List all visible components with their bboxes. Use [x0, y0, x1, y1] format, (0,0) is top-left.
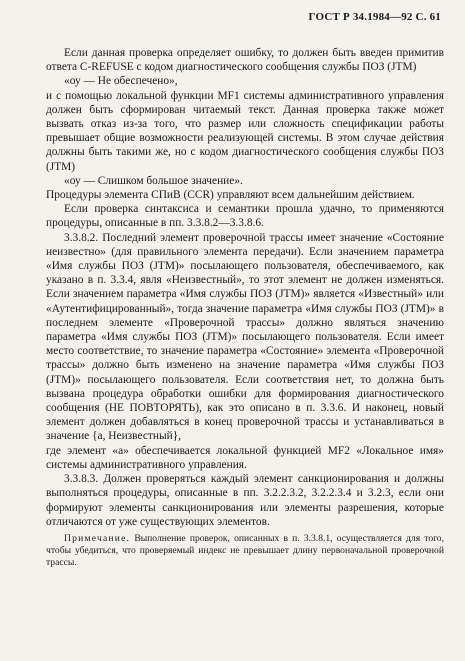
footnote: [46, 533, 444, 569]
diagnostic-not-provided: «оу — Не обеспечено»,: [64, 75, 178, 88]
footnote-label: Примечание.: [64, 532, 131, 544]
diagnostic-value-too-large: «оу — Слишком большое значение».: [64, 174, 243, 187]
paragraph-ccr-procedures: Процедуры элемента СПиВ (CCR) управляют всем дальнейшим действием.: [46, 189, 415, 202]
paragraph-syntax-check: Если проверка синтаксиса и семантики прошла удачно, то применяются процедуры, описанные в пп. 3.3.8.2—3.3.8.6.: [46, 203, 444, 230]
paragraph-3-3-8-2: 3.3.8.2. Последний элемент проверочной трассы имеет значение «Состояние неизвестно» (для правильного элемента передачи). Если значением параметра «Имя службы ПОЗ (JTM)» посылающего пользователя, обеспечиваемого, как указано в п. 3.3.4, явля «Неизвестный», то этот элемент не должен изменяться. Если значением параметра «Имя службы ПОЗ (JTM)» является «Известный» или «Аутентифицированный», тогда значение параметра «Имя службы ПОЗ (JTM)» в последнем элементе «Проверочной трассы» должно являться значению параметра «Имя службы ПОЗ (JTM)» посылающего пользователя. Если имеет место соответствие, то значение параметра «Состояние» элемента «Проверочной трассы» должно быть изменено на значение параметра «Имя службы ПОЗ (JTM)» посылающего пользователя. Если соответствия нет, то должна быть вызвана процедура обработки ошибки для формирования диагностического сообщения (НЕ ПОВТОРЯТЬ), как это описано в п. 3.3.6. И наконец, новый элемент должен добавляться в конец проверочной трассы и устанавливаться в значение {а, Неизвестный},: [46, 231, 444, 443]
paragraph-error-check: Если данная проверка определяет ошибку, то должен быть введен примитив ответа C-REFUSE с кодом диагностического сообщения службы ПОЗ (JTM): [46, 47, 444, 74]
page-header: ГОСТ Р 34.1984—92 С. 61: [308, 11, 441, 23]
footnote-text: Выполнение проверок, описанных в п. 3.3.8.1, осуществляется для того, чтобы убедиться, что проверяемый индекс не превышает длину первоначальной проверочной трассы.: [46, 532, 445, 568]
paragraph-3-3-8-3: 3.3.8.3. Должен проверяться каждый элемент санкционирования и должны выполняться процедуры, описанные в пп. 3.2.2.3.2, 3.2.2.3.4 и 3.2.3, если они формируют элементы санкционирования или элементы разрешения, которые отличаются от уже существующих элементов.: [46, 473, 444, 528]
document-body: [46, 46, 444, 569]
paragraph-element-a: где элемент «а» обеспечивается локальной функцией MF2 «Локальное имя» системы административного управления.: [46, 444, 444, 471]
paragraph-local-function-mf1: и с помощью локальной функции MF1 системы административного управления должен быть сформирован читаемый текст. Данная проверка также может вызвать отказ из-за того, что размер или сложность спецификации работы превышает общие возможности реализующей системы. В этом случае действия должны быть такими же, но с кодом диагностического сообщения службы ПОЗ (JTM): [46, 89, 444, 173]
